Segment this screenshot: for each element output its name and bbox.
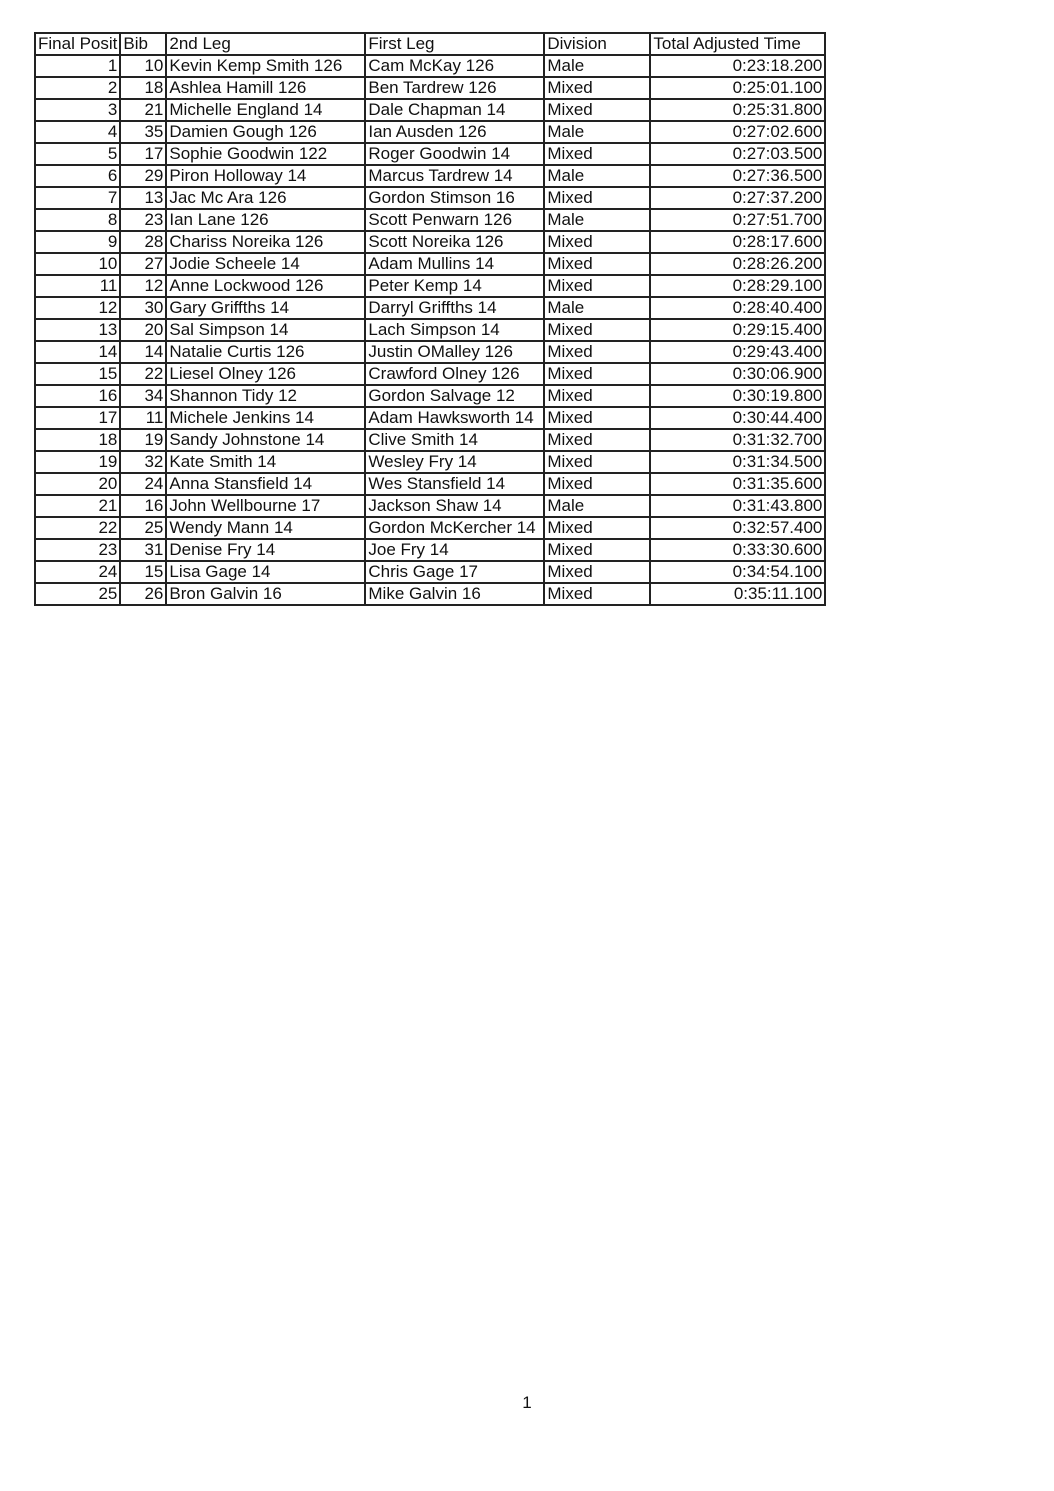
table-row — [35, 539, 825, 561]
header-bib: Bib — [120, 33, 166, 55]
cell-division: Male — [544, 209, 650, 231]
cell-final-position: 13 — [35, 319, 120, 341]
cell-total-adjusted-time: 0:31:43.800 — [650, 495, 825, 517]
cell-first-leg: Adam Mullins 14 — [365, 253, 544, 275]
cell-first-leg: Scott Noreika 126 — [365, 231, 544, 253]
cell-second-leg: Jodie Scheele 14 — [166, 253, 365, 275]
cell-total-adjusted-time: 0:34:54.100 — [650, 561, 825, 583]
cell-second-leg: Michelle England 14 — [166, 99, 365, 121]
table-row — [35, 429, 825, 451]
table-row — [35, 341, 825, 363]
cell-final-position: 14 — [35, 341, 120, 363]
cell-division: Mixed — [544, 143, 650, 165]
table-row — [35, 495, 825, 517]
cell-first-leg: Ben Tardrew 126 — [365, 77, 544, 99]
header-second-leg: 2nd Leg — [166, 33, 365, 55]
cell-total-adjusted-time: 0:31:34.500 — [650, 451, 825, 473]
cell-division: Mixed — [544, 275, 650, 297]
cell-final-position: 5 — [35, 143, 120, 165]
table-row — [35, 231, 825, 253]
cell-first-leg: Peter Kemp 14 — [365, 275, 544, 297]
cell-division: Male — [544, 55, 650, 77]
cell-bib: 23 — [120, 209, 166, 231]
cell-division: Mixed — [544, 583, 650, 605]
cell-bib: 16 — [120, 495, 166, 517]
cell-first-leg: Clive Smith 14 — [365, 429, 544, 451]
cell-final-position: 4 — [35, 121, 120, 143]
table-row — [35, 583, 825, 605]
cell-second-leg: Sophie Goodwin 122 — [166, 143, 365, 165]
cell-second-leg: Gary Griffths 14 — [166, 297, 365, 319]
cell-bib: 18 — [120, 77, 166, 99]
cell-total-adjusted-time: 0:27:02.600 — [650, 121, 825, 143]
cell-first-leg: Marcus Tardrew 14 — [365, 165, 544, 187]
cell-division: Male — [544, 165, 650, 187]
cell-second-leg: Kevin Kemp Smith 126 — [166, 55, 365, 77]
cell-first-leg: Cam McKay 126 — [365, 55, 544, 77]
cell-first-leg: Wesley Fry 14 — [365, 451, 544, 473]
cell-bib: 32 — [120, 451, 166, 473]
cell-total-adjusted-time: 0:27:37.200 — [650, 187, 825, 209]
cell-total-adjusted-time: 0:27:36.500 — [650, 165, 825, 187]
cell-bib: 35 — [120, 121, 166, 143]
cell-final-position: 2 — [35, 77, 120, 99]
cell-final-position: 17 — [35, 407, 120, 429]
cell-division: Mixed — [544, 451, 650, 473]
table-body — [35, 55, 825, 605]
table-row — [35, 99, 825, 121]
table-row — [35, 473, 825, 495]
table-row — [35, 385, 825, 407]
cell-first-leg: Crawford Olney 126 — [365, 363, 544, 385]
cell-total-adjusted-time: 0:35:11.100 — [650, 583, 825, 605]
cell-second-leg: Wendy Mann 14 — [166, 517, 365, 539]
cell-bib: 14 — [120, 341, 166, 363]
cell-bib: 34 — [120, 385, 166, 407]
cell-second-leg: Bron Galvin 16 — [166, 583, 365, 605]
cell-final-position: 12 — [35, 297, 120, 319]
cell-division: Male — [544, 297, 650, 319]
cell-first-leg: Lach Simpson 14 — [365, 319, 544, 341]
cell-bib: 17 — [120, 143, 166, 165]
cell-division: Mixed — [544, 187, 650, 209]
table-row — [35, 517, 825, 539]
cell-first-leg: Gordon Salvage 12 — [365, 385, 544, 407]
cell-first-leg: Adam Hawksworth 14 — [365, 407, 544, 429]
cell-bib: 29 — [120, 165, 166, 187]
cell-final-position: 19 — [35, 451, 120, 473]
page-number: 1 — [522, 1393, 532, 1412]
table-row — [35, 561, 825, 583]
cell-total-adjusted-time: 0:30:06.900 — [650, 363, 825, 385]
cell-division: Mixed — [544, 517, 650, 539]
table-row — [35, 253, 825, 275]
cell-total-adjusted-time: 0:28:26.200 — [650, 253, 825, 275]
cell-second-leg: Sandy Johnstone 14 — [166, 429, 365, 451]
cell-total-adjusted-time: 0:28:40.400 — [650, 297, 825, 319]
cell-first-leg: Chris Gage 17 — [365, 561, 544, 583]
cell-first-leg: Mike Galvin 16 — [365, 583, 544, 605]
header-total-adjusted-time: Total Adjusted Time — [650, 33, 825, 55]
cell-division: Mixed — [544, 77, 650, 99]
cell-bib: 20 — [120, 319, 166, 341]
table-row — [35, 55, 825, 77]
cell-final-position: 3 — [35, 99, 120, 121]
cell-first-leg: Justin OMalley 126 — [365, 341, 544, 363]
cell-total-adjusted-time: 0:32:57.400 — [650, 517, 825, 539]
cell-division: Mixed — [544, 99, 650, 121]
cell-division: Mixed — [544, 319, 650, 341]
cell-total-adjusted-time: 0:29:43.400 — [650, 341, 825, 363]
cell-final-position: 23 — [35, 539, 120, 561]
cell-first-leg: Gordon McKercher 14 — [365, 517, 544, 539]
cell-total-adjusted-time: 0:27:51.700 — [650, 209, 825, 231]
cell-first-leg: Gordon Stimson 16 — [365, 187, 544, 209]
cell-division: Mixed — [544, 473, 650, 495]
table-row — [35, 363, 825, 385]
cell-second-leg: Kate Smith 14 — [166, 451, 365, 473]
cell-division: Mixed — [544, 539, 650, 561]
table-row — [35, 451, 825, 473]
cell-total-adjusted-time: 0:25:31.800 — [650, 99, 825, 121]
table-row — [35, 275, 825, 297]
table-row — [35, 121, 825, 143]
cell-bib: 31 — [120, 539, 166, 561]
cell-division: Mixed — [544, 363, 650, 385]
table-row — [35, 297, 825, 319]
table-row — [35, 187, 825, 209]
cell-final-position: 25 — [35, 583, 120, 605]
cell-first-leg: Joe Fry 14 — [365, 539, 544, 561]
cell-first-leg: Jackson Shaw 14 — [365, 495, 544, 517]
cell-total-adjusted-time: 0:29:15.400 — [650, 319, 825, 341]
cell-final-position: 22 — [35, 517, 120, 539]
cell-total-adjusted-time: 0:25:01.100 — [650, 77, 825, 99]
cell-second-leg: Liesel Olney 126 — [166, 363, 365, 385]
cell-bib: 28 — [120, 231, 166, 253]
cell-second-leg: Denise Fry 14 — [166, 539, 365, 561]
cell-second-leg: Jac Mc Ara 126 — [166, 187, 365, 209]
cell-division: Mixed — [544, 341, 650, 363]
cell-final-position: 16 — [35, 385, 120, 407]
table-row — [35, 209, 825, 231]
cell-bib: 30 — [120, 297, 166, 319]
cell-total-adjusted-time: 0:30:19.800 — [650, 385, 825, 407]
table-row — [35, 407, 825, 429]
cell-total-adjusted-time: 0:33:30.600 — [650, 539, 825, 561]
cell-final-position: 8 — [35, 209, 120, 231]
cell-first-leg: Dale Chapman 14 — [365, 99, 544, 121]
cell-final-position: 10 — [35, 253, 120, 275]
cell-second-leg: Anne Lockwood 126 — [166, 275, 365, 297]
cell-second-leg: Shannon Tidy 12 — [166, 385, 365, 407]
cell-second-leg: Anna Stansfield 14 — [166, 473, 365, 495]
cell-bib: 13 — [120, 187, 166, 209]
cell-final-position: 24 — [35, 561, 120, 583]
header-final-position: Final Posit — [35, 33, 120, 55]
cell-final-position: 9 — [35, 231, 120, 253]
cell-bib: 19 — [120, 429, 166, 451]
cell-first-leg: Darryl Griffths 14 — [365, 297, 544, 319]
results-table — [34, 32, 826, 606]
cell-total-adjusted-time: 0:31:32.700 — [650, 429, 825, 451]
cell-first-leg: Wes Stansfield 14 — [365, 473, 544, 495]
cell-bib: 15 — [120, 561, 166, 583]
cell-second-leg: Ashlea Hamill 126 — [166, 77, 365, 99]
cell-second-leg: Lisa Gage 14 — [166, 561, 365, 583]
table-row — [35, 165, 825, 187]
table-row — [35, 143, 825, 165]
cell-total-adjusted-time: 0:28:17.600 — [650, 231, 825, 253]
cell-first-leg: Scott Penwarn 126 — [365, 209, 544, 231]
cell-second-leg: Ian Lane 126 — [166, 209, 365, 231]
cell-final-position: 1 — [35, 55, 120, 77]
cell-second-leg: Sal Simpson 14 — [166, 319, 365, 341]
cell-total-adjusted-time: 0:27:03.500 — [650, 143, 825, 165]
cell-first-leg: Roger Goodwin 14 — [365, 143, 544, 165]
cell-final-position: 6 — [35, 165, 120, 187]
cell-division: Mixed — [544, 429, 650, 451]
cell-bib: 11 — [120, 407, 166, 429]
cell-bib: 27 — [120, 253, 166, 275]
cell-second-leg: John Wellbourne 17 — [166, 495, 365, 517]
cell-final-position: 15 — [35, 363, 120, 385]
cell-bib: 25 — [120, 517, 166, 539]
cell-final-position: 21 — [35, 495, 120, 517]
table-row — [35, 319, 825, 341]
table-row — [35, 77, 825, 99]
cell-second-leg: Michele Jenkins 14 — [166, 407, 365, 429]
cell-total-adjusted-time: 0:28:29.100 — [650, 275, 825, 297]
cell-final-position: 20 — [35, 473, 120, 495]
cell-bib: 12 — [120, 275, 166, 297]
cell-first-leg: Ian Ausden 126 — [365, 121, 544, 143]
cell-second-leg: Piron Holloway 14 — [166, 165, 365, 187]
cell-second-leg: Natalie Curtis 126 — [166, 341, 365, 363]
cell-division: Male — [544, 121, 650, 143]
cell-bib: 10 — [120, 55, 166, 77]
cell-final-position: 11 — [35, 275, 120, 297]
cell-division: Mixed — [544, 253, 650, 275]
cell-bib: 24 — [120, 473, 166, 495]
header-division: Division — [544, 33, 650, 55]
cell-second-leg: Damien Gough 126 — [166, 121, 365, 143]
cell-total-adjusted-time: 0:23:18.200 — [650, 55, 825, 77]
cell-division: Mixed — [544, 231, 650, 253]
cell-final-position: 18 — [35, 429, 120, 451]
table-header-row — [35, 33, 825, 55]
cell-total-adjusted-time: 0:31:35.600 — [650, 473, 825, 495]
cell-bib: 21 — [120, 99, 166, 121]
cell-division: Male — [544, 495, 650, 517]
cell-total-adjusted-time: 0:30:44.400 — [650, 407, 825, 429]
cell-bib: 22 — [120, 363, 166, 385]
cell-bib: 26 — [120, 583, 166, 605]
cell-division: Mixed — [544, 561, 650, 583]
cell-division: Mixed — [544, 385, 650, 407]
cell-second-leg: Chariss Noreika 126 — [166, 231, 365, 253]
header-first-leg: First Leg — [365, 33, 544, 55]
cell-final-position: 7 — [35, 187, 120, 209]
cell-division: Mixed — [544, 407, 650, 429]
